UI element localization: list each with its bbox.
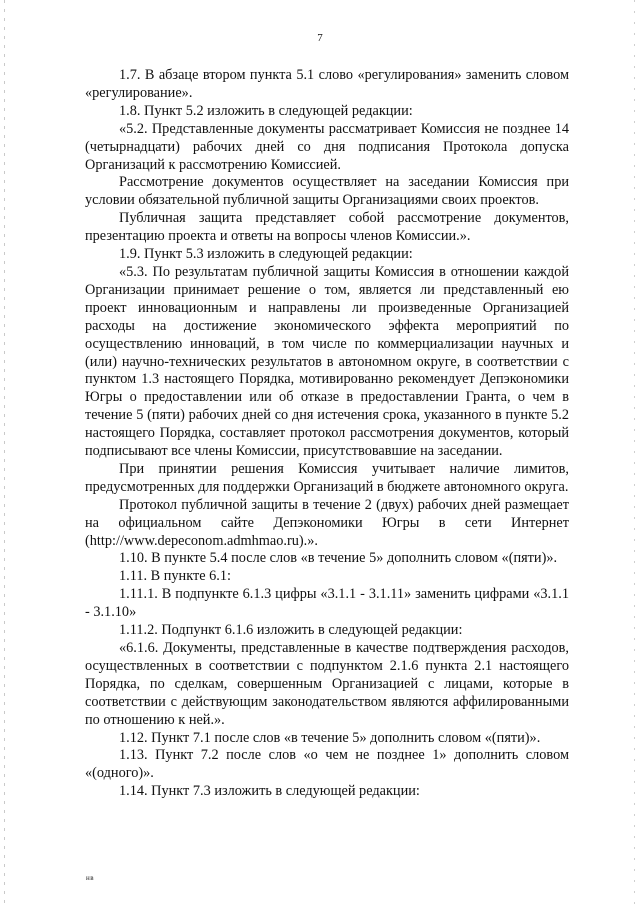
scan-edge-left [4, 0, 5, 905]
paragraph-1-10: 1.10. В пункте 5.4 после слов «в течение 5» дополнить словом «(пяти)». [119, 550, 558, 567]
paragraph-1-12: 1.12. Пункт 7.1 после слов «в течение 5» дополнить словом «(пяти)». [119, 729, 541, 746]
paragraph-5-2-consideration: Рассмотрение документов осуществляет на заседании Комиссия при условии обязательной публичной защиты Организациями своих проектов. [85, 174, 569, 209]
paragraph-1-7: 1.7. В абзаце втором пункта 5.1 слово «регулирования» заменить словом «регулирование». [85, 67, 569, 101]
paragraph-5-2: «5.2. Представленные документы рассматривает Комиссия не позднее 14 (четырнадцати) рабочих дней со дня подписания Протокола допуска Организаций к рассмотрению Комиссией. [85, 120, 569, 173]
paragraph-5-3-protocol: Протокол публичной защиты в течение 2 (двух) рабочих дней размещает на официальном сайте Депэкономики Югры в сети Интернет (http://www.depeconom.admhmao.ru).». [85, 496, 569, 549]
document-body [85, 67, 569, 801]
paragraph-1-8: 1.8. Пункт 5.2 изложить в следующей редакции: [119, 102, 413, 119]
paragraph-1-11: 1.11. В пункте 6.1: [119, 568, 231, 585]
footer-initials: нв [86, 874, 95, 882]
paragraph-1-11-2: 1.11.2. Подпункт 6.1.6 изложить в следующей редакции: [119, 622, 463, 639]
paragraph-1-13: 1.13. Пункт 7.2 после слов «о чем не позднее 1» дополнить словом «(одного)». [85, 747, 569, 782]
paragraph-6-1-6: «6.1.6. Документы, представленные в качестве подтверждения расходов, осуществленных в соответствии с подпунктом 2.1.6 пункта 2.1 настоящего Порядка, по сделкам, совершенным Организацией с лицами, которые в соответствии с действующим законодательством являются аффилированными по отношению к ней.». [85, 640, 569, 728]
paragraph-5-3-limits: При принятии решения Комиссия учитывает наличие лимитов, предусмотренных для поддержки Организаций в бюджете автономного округа. [85, 460, 569, 495]
paragraph-5-2-public-defense: Публичная защита представляет собой рассмотрение документов, презентацию проекта и ответы на вопросы членов Комиссии.». [85, 210, 569, 245]
paragraph-1-14: 1.14. Пункт 7.3 изложить в следующей редакции: [119, 783, 420, 800]
paragraph-1-9: 1.9. Пункт 5.3 изложить в следующей редакции: [119, 246, 413, 263]
paragraph-1-11-1: 1.11.1. В подпункте 6.1.3 цифры «3.1.1 - 3.1.11» заменить цифрами «3.1.1 - 3.1.10» [85, 586, 569, 621]
scan-edge-right [634, 0, 635, 905]
page-number: 7 [317, 32, 323, 44]
paragraph-5-3: «5.3. По результатам публичной защиты Комиссия в отношении каждой Организации принимает решение о том, является ли представленный ею проект инновационным и направлены ли произведенные Организацией расходы на достижение экономического эффекта мероприятий по осуществлению инноваций, в том числе по коммерциализации научных и (или) научно-технических результатов в автономном округе, в соответствии с пунктом 1.3 настоящего Порядка, мотивированно рекомендует Депэкономики Югры о предоставлении или об отказе в предоставлении Гранта, о чем в течение 5 (пяти) рабочих дней со дня истечения срока, указанного в пункте 5.2 настоящего Порядка, составляет протокол рассмотрения документов, который подписывают все члены Комиссии, присутствовавшие на заседании. [85, 263, 569, 460]
